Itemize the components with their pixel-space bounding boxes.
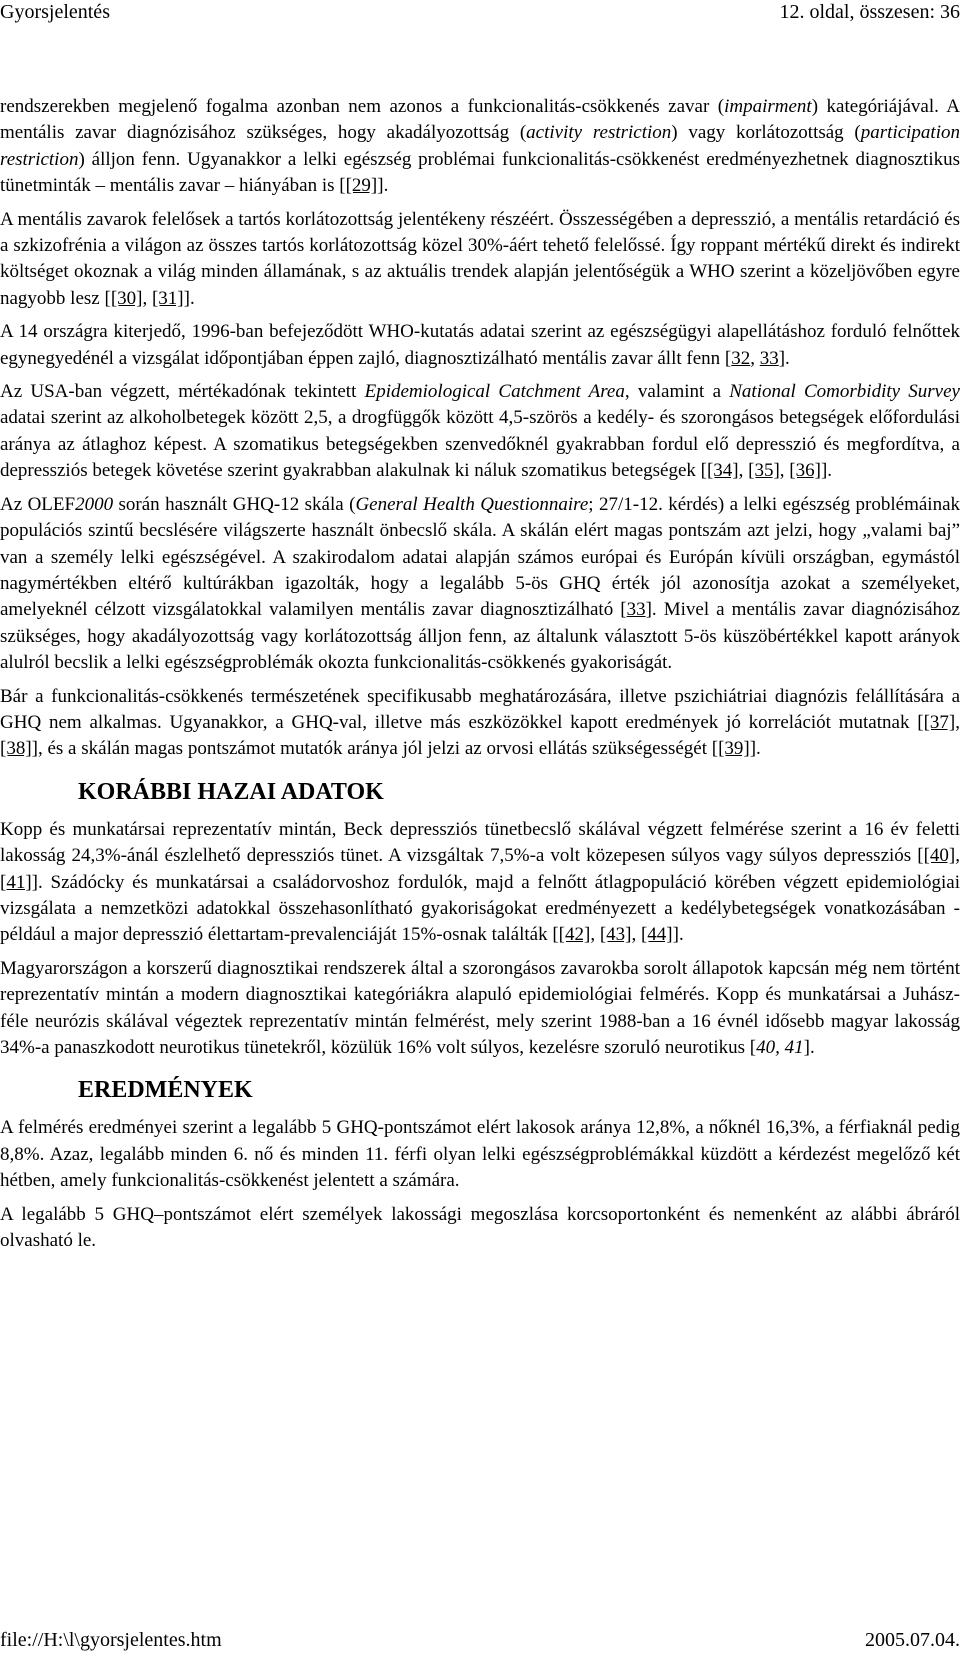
text-run: , [955, 711, 960, 733]
text-run: , [590, 924, 600, 946]
paragraph [0, 956, 960, 1062]
section-heading-earlier-data: KORÁBBI HAZAI ADATOK [78, 778, 384, 805]
paragraph: A felmérés eredményei szerint a legalább 5 GHQ-pontszámot elért lakosok aránya 12,8%, a nőknél 16,3%, a férfiaknál pedig 8,8%. Azaz, legalább minden 6. nő és minden 11. férfi olyan lelki egészségproblémákkal küzdött a kérdezést megelőző két hétben, amely funkcionalitás-csökkenést jelentett a számára. [0, 1117, 960, 1192]
paragraph [0, 94, 960, 200]
reference-link[interactable]: 32 [731, 347, 751, 369]
text-run: ) vagy korlátozottság ( [671, 122, 861, 144]
paragraph [0, 207, 960, 313]
italic-term: General Health Questionnaire [355, 493, 589, 515]
document-title: Gyorsjelentés [0, 1, 110, 23]
text-run: A mentális zavarok felelősek a tartós korlátozottság jelentékeny részéért. Összességében a depresszió, a mentális retardáció és a szkizofrénia a világon az összes tartós korlátozottság közel 30%-áért tehető felelőssé. Így roppant mértékű direkt és indirekt költséget okoznak a világ minden államának, s az aktuális trendek alapján jelentőségük a WHO szerint a közeljövőben egyre nagyobb lesz [ [0, 208, 960, 309]
print-footer [0, 1626, 960, 1654]
reference-link[interactable]: 33 [759, 347, 779, 369]
text-run: ]. [778, 347, 790, 369]
text-run: ]. [749, 738, 761, 760]
text-run: Az USA-ban végzett, mértékadónak tekintett [0, 381, 365, 403]
paragraph [0, 492, 960, 677]
file-path: file://H:\l\gyorsjelentes.htm [0, 1629, 222, 1651]
italic-term: participation restriction [0, 122, 960, 170]
italic-term: Epidemiological Catchment Area [364, 381, 625, 403]
italic-term: National Comorbidity Survey [729, 381, 960, 403]
reference-link[interactable]: [36] [789, 460, 821, 482]
text-run: Magyarországon a korszerű diagnosztikai rendszerek által a szorongásos zavarokba sorolt állapotok kapcsán még nem történt reprezentatív mintán a modern diagnosztikai kategóriákra alapuló epidemiológiai felmérés. Kopp és munkatársai a Juhász-féle neurózis skálával végeztek reprezentatív mintán felmérést, mely szerint 1988-ban a 16 évnél idősebb magyar lakosság 34%-a panaszkodott neurotikus tünetekről, közülük 16% volt súlyos, kezelésre szoruló neurotikus [ [0, 957, 960, 1058]
text-run: ]. [183, 287, 195, 309]
document-body [0, 94, 960, 1261]
text-run: rendszerekben megjelenő fogalma azonban nem azonos a funkcionalitás-csökkenés zavar ( [0, 96, 725, 117]
text-run: , [779, 460, 790, 482]
reference-link[interactable]: [31] [151, 287, 184, 309]
reference-link[interactable]: [39] [718, 738, 750, 760]
reference-link[interactable]: [44] [640, 924, 673, 946]
reference-link[interactable]: 33 [626, 599, 646, 621]
paragraph [0, 684, 960, 763]
text-run: ) álljon fenn. Ugyanakkor a lelki egészség problémai funkcionalitás-csökkenést eredményezhetnek diagnosztikus tünetminták – mentális zavar – hiányában is [ [0, 148, 960, 197]
text-run: Kopp és munkatársai reprezentatív mintán, Beck depressziós tünetbecslő skálával végzett felmérése szerint a 16 év feletti lakosság 24,3%-ánál észlelhető depressziós tünet. A vizsgáltak 7,5%-a volt közepesen súlyos vagy súlyos depressziós [ [0, 818, 960, 867]
reference-link[interactable]: [34] [706, 460, 739, 482]
text-run: , valamint a [624, 381, 730, 403]
reference-link[interactable]: [41] [0, 871, 32, 893]
reference-link[interactable]: [38] [0, 738, 32, 760]
paragraph [0, 379, 960, 485]
reference-link[interactable]: [37] [923, 711, 956, 733]
text-run: Bár a funkcionalitás-csökkenés természetének specifikusabb meghatározására, illetve pszichiátriai diagnózis felállítására a GHQ nem alkalmas. Ugyanakkor, a GHQ-val, illetve más eszközökkel kapott eredmények jó korrelációt mutatnak [ [0, 685, 960, 733]
page-number: 12. oldal, összesen: 36 [779, 1, 960, 23]
text-run: során használt GHQ-12 skála ( [113, 493, 356, 515]
text-run: ) kategóriájával. A mentális zavar diagnózisához szükséges, hogy akadályozottság ( [0, 96, 960, 144]
text-run: ]. [820, 460, 833, 482]
print-date: 2005.07.04. [865, 1629, 960, 1651]
text-run: Az OLEF [0, 493, 76, 515]
reference-link[interactable]: [40] [923, 845, 956, 867]
reference-link[interactable]: [29] [345, 175, 378, 197]
text-run: , [631, 924, 641, 946]
italic-term: impairment [724, 96, 812, 117]
reference-link[interactable]: [42] [558, 924, 591, 946]
reference-link[interactable]: [43] [599, 924, 632, 946]
text-run: ], és a skálán magas pontszámot mutatók aránya jól jelzi az orvosi ellátás szükségességét [ [31, 738, 719, 760]
text-run: ; 27/1-12. kérdés) a lelki egészség problémáinak populációs szintű becslésére világszerte használt önbecslő skála. A skálán elért magas pontszám azt jelzi, hogy „valami baj” van a személy lelki egészségével. A szakirodalom adatai alapján számos európai és Európán kívüli országban, egymástól nagymértékben eltérő kultúrákban igazolták, hogy a legalább 5-ös GHQ érték jól azonosítja azokat a személyeket, amelyeknél célzott vizsgálatokkal valamilyen mentális zavar diagnosztizálható [ [0, 493, 960, 621]
text-run: ]. [672, 924, 684, 946]
text-run: ]. Mivel a mentális zavar diagnózisához szükséges, hogy akadályozottság vagy korlátozottság álljon fenn, az általunk választott 5-ös küszöbértékkel kapott arányok alulról becslik a lelki egészségproblémák okozta funkcionalitás-csökkenés gyakoriságát. [0, 599, 960, 674]
text-run: , [738, 460, 749, 482]
italic-term: 2000 [75, 493, 114, 515]
reference-link[interactable]: [35] [748, 460, 780, 482]
text-run: ]. Szádócky és munkatársai a családorvoshoz fordulók, majd a felnőtt átlagpopuláció körében végzett epidemiológiai vizsgálata a nemzetközi adatokkal összehasonlítható gyakoriságokat eredményezett a kedélybetegségek vonatkozásában - például a major depresszió élettartam-prevalenciáját 15%-osnak találták [ [0, 871, 960, 946]
paragraph [0, 817, 960, 949]
text-run: ]. [377, 175, 389, 197]
italic-term: activity restriction [526, 122, 672, 144]
text-run: , [750, 347, 760, 369]
paragraph: A legalább 5 GHQ–pontszámot elért személyek lakossági megoszlása korcsoportonként és nemenként az alábbi ábráról olvasható le. [0, 1203, 960, 1252]
text-run: adatai szerint az alkoholbetegek között 2,5, a drogfüggők között 4,5-szörös a kedély- és szorongásos betegségek előfordulási aránya az átlaghoz képest. A szomatikus betegségekben szenvedőknél gyakrabban fordul elő depresszió és megfordítva, a depressziós betegek követése szerint gyakrabban alakulnak ki náluk szomatikus betegségek [ [0, 407, 960, 482]
reference-link[interactable]: [30] [110, 287, 143, 309]
italic-term: 40, 41 [756, 1037, 804, 1058]
text-run: A 14 országra kiterjedő, 1996-ban befejeződött WHO-kutatás adatai szerint az egészségügyi alapellátáshoz forduló felnőttek egynegyedénél a vizsgálat időpontjában éppen zajló, diagnosztizálható mentális zavar állt fenn [ [0, 321, 960, 369]
text-run: , [142, 287, 152, 309]
text-run: ]. [803, 1037, 815, 1058]
text-run: , [955, 845, 960, 867]
paragraph [0, 319, 960, 372]
section-heading-results: EREDMÉNYEK [78, 1077, 253, 1104]
print-header [0, 0, 960, 28]
